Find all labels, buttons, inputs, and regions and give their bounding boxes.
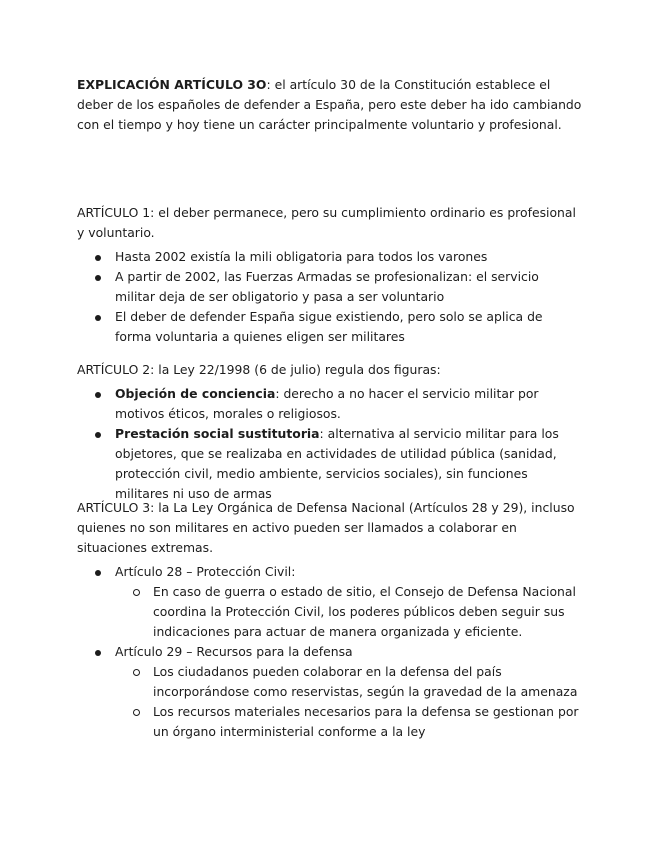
articulo-1-section: [77, 203, 582, 347]
sub-list: [115, 582, 582, 642]
sub-list-item: Los ciudadanos pueden colaborar en la defensa del país incorporándose como reservistas, según la gravedad de la amenaza: [115, 662, 582, 702]
intro-title: EXPLICACIÓN ARTÍCULO 3O: [77, 77, 267, 92]
hollow-bullet-icon: [133, 709, 140, 716]
bullet-icon: [95, 392, 101, 398]
bullet-icon: [95, 650, 101, 656]
articulo-1-heading: ARTÍCULO 1: el deber permanece, pero su cumplimiento ordinario es profesional y voluntario.: [77, 205, 576, 240]
bullet-icon: [95, 570, 101, 576]
hollow-bullet-icon: [133, 589, 140, 596]
bullet-icon: [95, 315, 101, 321]
list-item: Objeción de conciencia: derecho a no hacer el servicio militar por motivos éticos, morales o religiosos.: [77, 384, 582, 424]
list-item: Prestación social sustitutoria: alternativa al servicio militar para los objetores, que se realizaba en actividades de utilidad pública (sanidad, protección civil, medio ambiente, servicios sociales), sin funciones militares ni uso de armas: [77, 424, 582, 504]
articulo-2-list: [77, 384, 582, 504]
list-item: Hasta 2002 existía la mili obligatoria para todos los varones: [77, 247, 582, 267]
articulo-3-list: [77, 562, 582, 742]
intro-paragraph: [77, 75, 582, 135]
sub-list: [115, 662, 582, 742]
bullet-icon: [95, 255, 101, 261]
bullet-icon: [95, 432, 101, 438]
list-item: El deber de defender España sigue existiendo, pero solo se aplica de forma voluntaria a quienes eligen ser militares: [77, 307, 582, 347]
sub-list-item: En caso de guerra o estado de sitio, el Consejo de Defensa Nacional coordina la Protección Civil, los poderes públicos deben seguir sus indicaciones para actuar de manera organizada y eficiente.: [115, 582, 582, 642]
articulo-3-section: [77, 498, 582, 742]
list-item: Artículo 29 – Recursos para la defensa Los ciudadanos pueden colaborar en la defensa del país incorporándose como reservistas, según la gravedad de la amenaza Los recursos materiales necesarios para la defensa se gestionan por un órgano interministerial conforme a la ley: [77, 642, 582, 742]
articulo-2-section: [77, 360, 582, 504]
list-item: Artículo 28 – Protección Civil: En caso de guerra o estado de sitio, el Consejo de Defensa Nacional coordina la Protección Civil, los poderes públicos deben seguir sus indicaciones para actuar de manera organizada y eficiente.: [77, 562, 582, 642]
articulo-3-heading: ARTÍCULO 3: la La Ley Orgánica de Defensa Nacional (Artículos 28 y 29), incluso quienes no son militares en activo pueden ser llamados a colaborar en situaciones extremas.: [77, 500, 575, 555]
hollow-bullet-icon: [133, 669, 140, 676]
articulo-2-heading: ARTÍCULO 2: la Ley 22/1998 (6 de julio) regula dos figuras:: [77, 362, 441, 377]
sub-list-item: Los recursos materiales necesarios para la defensa se gestionan por un órgano interministerial conforme a la ley: [115, 702, 582, 742]
list-item: A partir de 2002, las Fuerzas Armadas se profesionalizan: el servicio militar deja de ser obligatorio y pasa a ser voluntario: [77, 267, 582, 307]
intro-text: : el artículo 30 de la Constitución establece el deber de los españoles de defender a España, pero este deber ha ido cambiando con el tiempo y hoy tiene un carácter principalmente voluntario y profesional.: [77, 77, 582, 132]
articulo-1-list: [77, 247, 582, 347]
bullet-icon: [95, 275, 101, 281]
